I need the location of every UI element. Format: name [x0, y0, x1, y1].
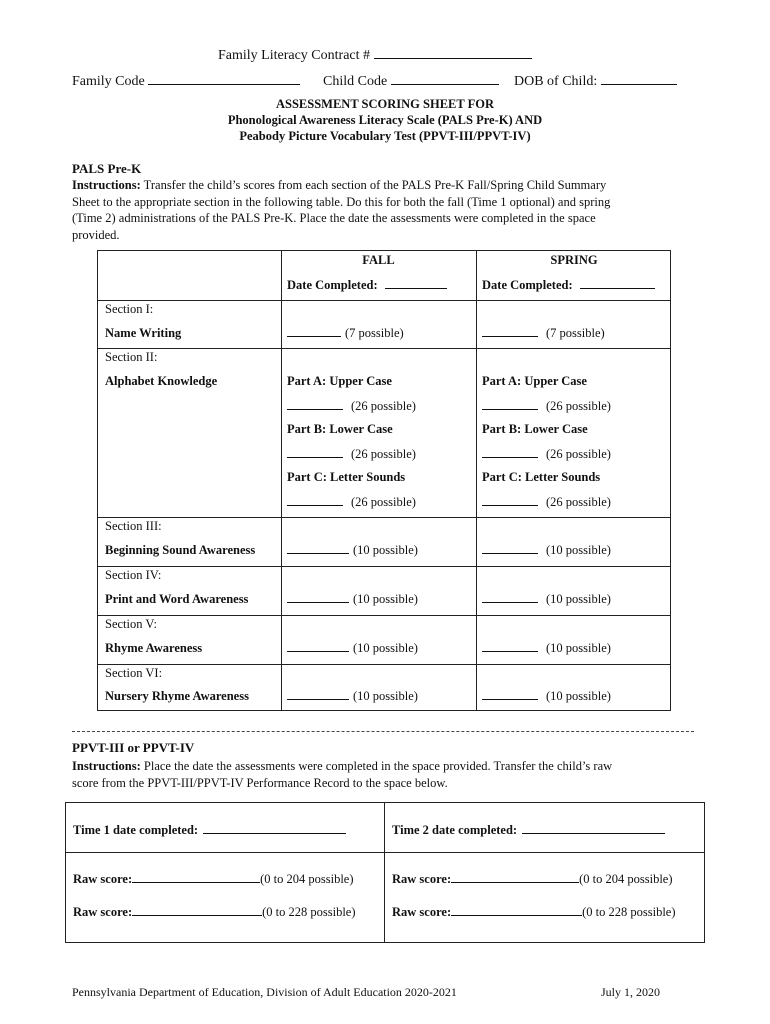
- ppvt-heading: PPVT-III or PPVT-IV: [72, 740, 195, 755]
- raw-score-field[interactable]: [451, 904, 582, 916]
- pals-instructions: [72, 177, 692, 243]
- score-field[interactable]: [482, 325, 538, 337]
- score-field[interactable]: [482, 398, 538, 410]
- possible-text: (26 possible): [546, 399, 611, 413]
- score-field[interactable]: [482, 640, 538, 652]
- ppvt-score-table: [65, 802, 705, 943]
- possible-text: (10 possible): [353, 641, 418, 655]
- spring-part-b-label: Part B: Lower Case: [482, 422, 588, 436]
- score-field[interactable]: [287, 446, 343, 458]
- time1-label: Time 1 date completed:: [73, 823, 199, 837]
- score-field[interactable]: [482, 591, 538, 603]
- raw-score-label: Raw score:: [73, 905, 133, 919]
- fall-part-c-label: Part C: Letter Sounds: [287, 470, 406, 484]
- table-divider: [66, 852, 704, 853]
- time1-row: [73, 822, 346, 838]
- fall-date-field[interactable]: [385, 277, 447, 289]
- dob-line: [514, 70, 677, 90]
- spring-nursery-rhyme-score: [482, 688, 611, 704]
- dob-label: DOB of Child:: [514, 74, 598, 89]
- table-divider: [98, 566, 670, 567]
- footer-left: Pennsylvania Department of Education, Division of Adult Education 2020-2021: [72, 985, 457, 999]
- time1-raw-228: [73, 904, 356, 920]
- pals-heading: PALS Pre-K: [72, 161, 142, 176]
- spring-beginning-sound-score: [482, 542, 611, 558]
- ppvt-instructions-line-2: score from the PPVT-III/PPVT-IV Performance Record to the space below.: [72, 775, 448, 790]
- possible-text: (10 possible): [546, 641, 611, 655]
- child-code-label: Child Code: [323, 74, 388, 89]
- score-field[interactable]: [287, 640, 349, 652]
- fall-part-b-score: [287, 446, 416, 462]
- time2-date-field[interactable]: [522, 822, 665, 834]
- spring-part-c-score: [482, 494, 611, 510]
- possible-text: (26 possible): [546, 447, 611, 461]
- family-code-line: [72, 70, 300, 90]
- spring-date-row: [482, 277, 655, 293]
- table-divider: [98, 517, 670, 518]
- child-code-field[interactable]: [391, 70, 499, 85]
- possible-text: (10 possible): [353, 543, 418, 557]
- contract-number-field[interactable]: [374, 44, 532, 59]
- score-field[interactable]: [287, 688, 349, 700]
- section-6-name: Nursery Rhyme Awareness: [105, 689, 249, 703]
- section-2-label: Section II:: [105, 350, 158, 364]
- time1-raw-204: [73, 871, 354, 887]
- score-field[interactable]: [287, 542, 349, 554]
- fall-beginning-sound-score: [287, 542, 418, 558]
- spring-name-writing-score: [482, 325, 605, 341]
- score-field[interactable]: [482, 494, 538, 506]
- raw-score-label: Raw score:: [392, 905, 452, 919]
- section-1-name: Name Writing: [105, 326, 182, 340]
- spring-date-field[interactable]: [580, 277, 655, 289]
- section-2-name: Alphabet Knowledge: [105, 374, 218, 388]
- contract-line: [218, 44, 532, 64]
- pals-instructions-label: Instructions:: [72, 178, 141, 192]
- score-field[interactable]: [482, 542, 538, 554]
- fall-date-row: [287, 277, 447, 293]
- score-field[interactable]: [482, 446, 538, 458]
- possible-text: (26 possible): [351, 447, 416, 461]
- score-field[interactable]: [287, 398, 343, 410]
- time1-date-field[interactable]: [203, 822, 346, 834]
- fall-rhyme-score: [287, 640, 418, 656]
- time2-raw-228: [392, 904, 676, 920]
- fall-header: FALL: [362, 253, 395, 267]
- raw-score-field[interactable]: [451, 871, 579, 883]
- fall-part-c-score: [287, 494, 416, 510]
- section-1-label: Section I:: [105, 302, 154, 316]
- pals-instructions-line-1: Transfer the child’s scores from each section of the PALS Pre-K Fall/Spring Child Summary: [140, 178, 607, 192]
- table-divider: [384, 803, 385, 942]
- title-line-2: Phonological Awareness Literacy Scale (PALS Pre-K) AND: [227, 113, 543, 127]
- footer-date: July 1, 2020: [601, 985, 661, 999]
- possible-text: (7 possible): [546, 326, 605, 340]
- spring-part-a-label: Part A: Upper Case: [482, 374, 587, 388]
- table-divider: [98, 300, 670, 301]
- fall-name-writing-score: [287, 325, 404, 341]
- range-text: (0 to 228 possible): [262, 905, 356, 919]
- raw-score-field[interactable]: [132, 904, 262, 916]
- time2-raw-204: [392, 871, 673, 887]
- spring-part-c-label: Part C: Letter Sounds: [482, 470, 601, 484]
- table-divider: [98, 348, 670, 349]
- table-divider: [281, 251, 282, 710]
- fall-part-a-score: [287, 398, 416, 414]
- ppvt-instructions-label: Instructions:: [72, 759, 141, 773]
- fall-print-word-score: [287, 591, 418, 607]
- range-text: (0 to 228 possible): [582, 905, 676, 919]
- score-field[interactable]: [287, 591, 349, 603]
- raw-score-label: Raw score:: [73, 872, 133, 886]
- raw-score-field[interactable]: [132, 871, 260, 883]
- fall-date-label: Date Completed:: [287, 278, 378, 292]
- score-field[interactable]: [287, 494, 343, 506]
- possible-text: (10 possible): [546, 592, 611, 606]
- ppvt-instructions: [72, 758, 692, 791]
- possible-text: (26 possible): [351, 399, 416, 413]
- range-text: (0 to 204 possible): [260, 872, 354, 886]
- section-5-name: Rhyme Awareness: [105, 641, 203, 655]
- possible-text: (7 possible): [345, 326, 404, 340]
- possible-text: (26 possible): [546, 495, 611, 509]
- dob-field[interactable]: [601, 70, 677, 85]
- section-separator: [72, 731, 694, 732]
- possible-text: (10 possible): [546, 543, 611, 557]
- spring-date-label: Date Completed:: [482, 278, 573, 292]
- title-line-3: Peabody Picture Vocabulary Test (PPVT-III/PPVT-IV): [239, 129, 531, 143]
- spring-header: SPRING: [550, 253, 598, 267]
- family-code-label: Family Code: [72, 74, 145, 89]
- pals-score-table: [97, 250, 671, 711]
- fall-nursery-rhyme-score: [287, 688, 418, 704]
- fall-part-b-label: Part B: Lower Case: [287, 422, 393, 436]
- spring-part-b-score: [482, 446, 611, 462]
- score-field[interactable]: [287, 325, 341, 337]
- time2-row: [392, 822, 665, 838]
- possible-text: (10 possible): [546, 689, 611, 703]
- pals-instructions-line-3: (Time 2) administrations of the PALS Pre-K. Place the date the assessments were completed in the space: [72, 211, 596, 225]
- raw-score-label: Raw score:: [392, 872, 452, 886]
- section-5-label: Section V:: [105, 617, 157, 631]
- section-4-name: Print and Word Awareness: [105, 592, 249, 606]
- possible-text: (26 possible): [351, 495, 416, 509]
- child-code-line: [323, 70, 499, 90]
- score-field[interactable]: [482, 688, 538, 700]
- table-divider: [476, 251, 477, 710]
- family-code-field[interactable]: [148, 70, 300, 85]
- pals-instructions-line-4: provided.: [72, 227, 120, 242]
- table-divider: [98, 615, 670, 616]
- range-text: (0 to 204 possible): [579, 872, 673, 886]
- ppvt-instructions-line-1: Place the date the assessments were completed in the space provided. Transfer the child’s raw: [140, 759, 613, 773]
- contract-label: Family Literacy Contract #: [218, 48, 371, 63]
- section-6-label: Section VI:: [105, 666, 163, 680]
- section-3-label: Section III:: [105, 519, 162, 533]
- title-line-1: ASSESSMENT SCORING SHEET FOR: [275, 97, 494, 111]
- pals-instructions-line-2: Sheet to the appropriate section in the following table. Do this for both the fall (Time 1 optional) and spring: [72, 194, 611, 209]
- spring-rhyme-score: [482, 640, 611, 656]
- section-4-label: Section IV:: [105, 568, 162, 582]
- table-divider: [98, 664, 670, 665]
- section-3-name: Beginning Sound Awareness: [105, 543, 256, 557]
- possible-text: (10 possible): [353, 592, 418, 606]
- fall-part-a-label: Part A: Upper Case: [287, 374, 392, 388]
- document-title: [0, 96, 770, 144]
- spring-part-a-score: [482, 398, 611, 414]
- spring-print-word-score: [482, 591, 611, 607]
- time2-label: Time 2 date completed:: [392, 823, 518, 837]
- possible-text: (10 possible): [353, 689, 418, 703]
